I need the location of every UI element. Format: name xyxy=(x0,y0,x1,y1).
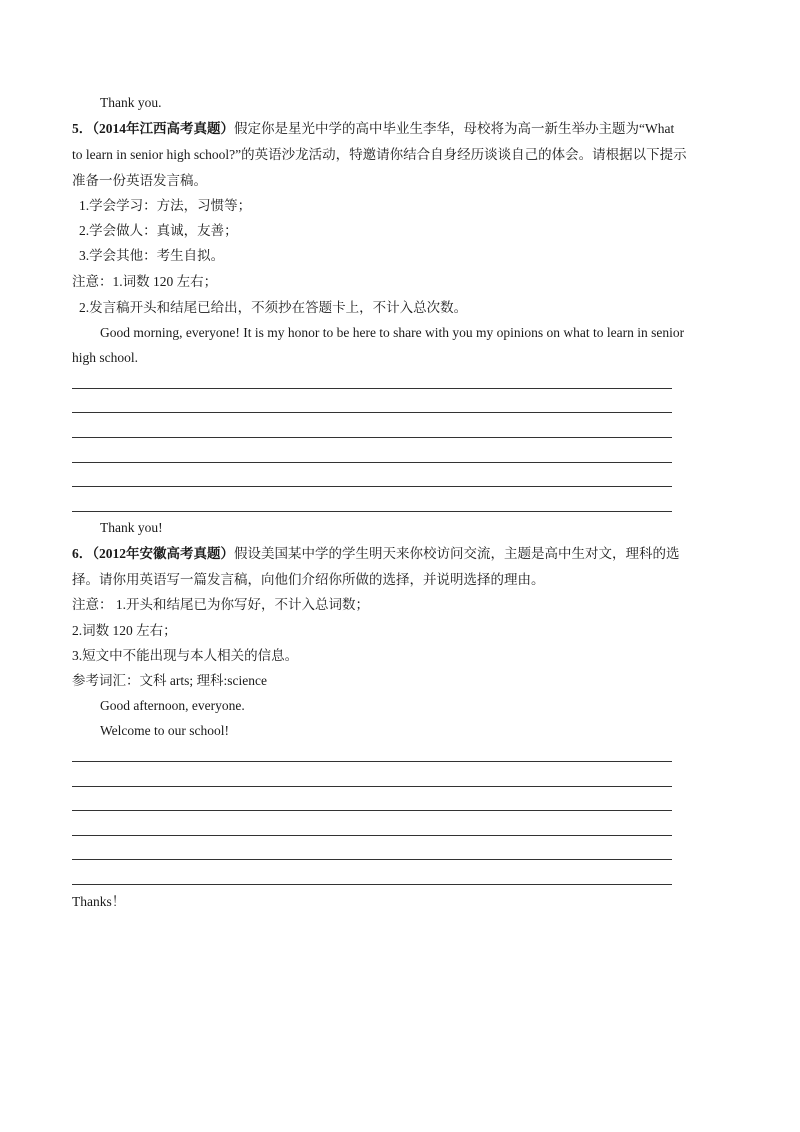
q5-answer-line-4[interactable] xyxy=(72,462,672,463)
q6-source: （2012年安徽高考真题） xyxy=(92,546,234,561)
q5-prompt-line-1 xyxy=(72,120,674,138)
q5-prompt-text-1: 假定你是星光中学的高中毕业生李华，母校将为高一新生举办主题为“What xyxy=(234,121,675,136)
q5-source: （2014年江西高考真题） xyxy=(92,121,234,136)
q6-note-1: 注意： 1.开头和结尾已为你写好，不计入总词数； xyxy=(72,597,369,612)
q5-point-2: 2.学会做人：真诚，友善； xyxy=(79,223,238,238)
q6-note-2: 2.词数 120 左右； xyxy=(72,623,177,638)
q6-answer-line-5[interactable] xyxy=(72,859,672,860)
q5-point-3: 3.学会其他：考生自拟。 xyxy=(79,248,225,263)
q5-point-1: 1.学会学习：方法，习惯等； xyxy=(79,198,252,213)
q5-opening-line-1: Good morning, everyone! It is my honor to be here to share with you my opinions on what to learn in senior xyxy=(100,325,685,340)
q6-closing-line: Thanks！ xyxy=(72,894,126,909)
q6-opening-line-1: Good afternoon, everyone. xyxy=(100,698,245,713)
q6-prompt-line-1 xyxy=(72,545,680,563)
q5-answer-line-6[interactable] xyxy=(72,511,672,512)
q5-answer-line-3[interactable] xyxy=(72,437,672,438)
q4-closing-line: Thank you. xyxy=(100,95,162,110)
q6-prompt-text-1: 假设美国某中学的学生明天来你校访问交流，主题是高中生对文，理科的选 xyxy=(234,546,680,561)
q5-note-1: 注意：1.词数 120 左右； xyxy=(72,274,218,289)
q5-number: 5． xyxy=(72,121,93,136)
q5-closing-line: Thank you! xyxy=(100,520,163,535)
q6-note-3: 3.短文中不能出现与本人相关的信息。 xyxy=(72,648,299,663)
q6-answer-line-4[interactable] xyxy=(72,835,672,836)
q6-prompt-line-2: 择。请你用英语写一篇发言稿，向他们介绍你所做的选择，并说明选择的理由。 xyxy=(72,572,545,587)
q5-note-2: 2.发言稿开头和结尾已给出，不须抄在答题卡上，不计入总次数。 xyxy=(79,300,468,315)
q5-answer-line-2[interactable] xyxy=(72,412,672,413)
q5-answer-line-5[interactable] xyxy=(72,486,672,487)
q6-vocab: 参考词汇：文科 arts; 理科:science xyxy=(72,673,267,688)
q5-prompt-line-2: to learn in senior high school?”的英语沙龙活动，特邀请你结合自身经历谈谈自己的体会。请根据以下提示 xyxy=(72,147,687,162)
q6-answer-line-3[interactable] xyxy=(72,810,672,811)
q5-prompt-line-3: 准备一份英语发言稿。 xyxy=(72,173,207,188)
q6-number: 6． xyxy=(72,546,93,561)
q6-answer-line-2[interactable] xyxy=(72,786,672,787)
q6-answer-line-1[interactable] xyxy=(72,761,672,762)
q5-answer-line-1[interactable] xyxy=(72,388,672,389)
q5-opening-line-2: high school. xyxy=(72,350,138,365)
q6-answer-line-6[interactable] xyxy=(72,884,672,885)
q6-opening-line-2: Welcome to our school! xyxy=(100,723,230,738)
